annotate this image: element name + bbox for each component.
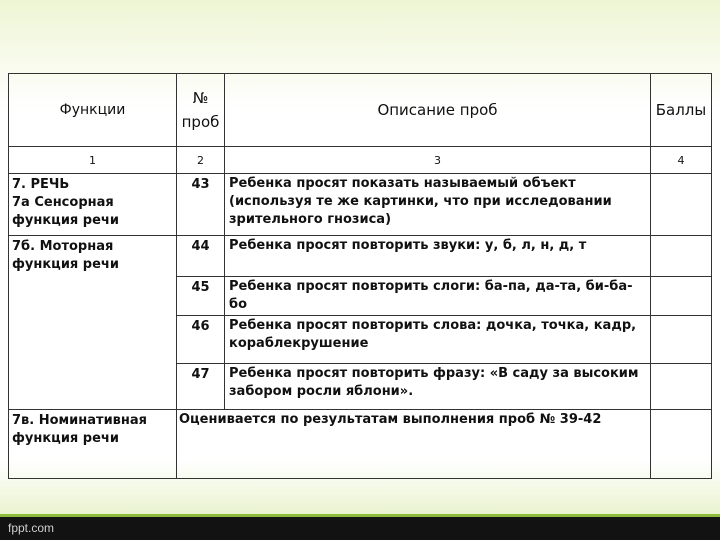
test-number-cell: 43 xyxy=(191,177,210,192)
header-functions: Функции xyxy=(9,74,177,147)
score-cell[interactable] xyxy=(651,315,712,363)
score-cell[interactable] xyxy=(651,409,712,478)
table-row xyxy=(9,276,712,315)
column-number-2: 2 xyxy=(177,147,225,174)
summary-cell: Оценивается по результатам выполнения проб № 39-42 xyxy=(179,411,602,427)
column-number-4: 4 xyxy=(651,147,712,174)
description-cell: Ребенка просят повторить слова: дочка, точка, кадр, кораблекрушение xyxy=(229,317,637,351)
score-cell[interactable] xyxy=(651,174,712,236)
table-row xyxy=(9,363,712,409)
function-cell: 7в. Номинативная функция речи xyxy=(12,412,148,446)
header-test-number: № проб xyxy=(177,74,225,147)
footer-band xyxy=(0,517,720,540)
test-number-cell: 44 xyxy=(191,239,210,254)
column-number-1: 1 xyxy=(9,147,177,174)
header-description: Описание проб xyxy=(225,74,651,147)
table-row xyxy=(9,174,712,236)
test-number-cell: 45 xyxy=(191,279,210,295)
description-cell: Ребенка просят повторить фразу: «В саду за высоким забором росли яблони». xyxy=(229,365,639,399)
table-row xyxy=(9,409,712,478)
table-row xyxy=(9,236,712,277)
score-cell[interactable] xyxy=(651,276,712,315)
description-cell: Ребенка просят повторить слоги: ба-па, да-та, би-ба-бо xyxy=(229,278,633,312)
header-score: Баллы xyxy=(651,74,712,147)
function-cell xyxy=(9,276,176,280)
column-number-3: 3 xyxy=(225,147,651,174)
description-cell: Ребенка просят показать называемый объект (используя те же картинки, что при исследовании зрительного гнозиса) xyxy=(229,176,612,227)
function-cell: 7. РЕЧЬ 7а Сенсорная функция речи xyxy=(12,177,119,228)
score-cell[interactable] xyxy=(651,363,712,409)
footer-brand: fppt.com xyxy=(8,521,55,535)
test-number-cell: 46 xyxy=(191,318,210,334)
function-cell xyxy=(9,363,176,367)
test-number-cell: 47 xyxy=(191,366,210,382)
table-row xyxy=(9,315,712,363)
assessment-table xyxy=(8,73,711,473)
score-cell[interactable] xyxy=(651,236,712,277)
header-row xyxy=(9,74,712,147)
description-cell: Ребенка просят повторить звуки: у, б, л, н, д, т xyxy=(229,238,587,253)
function-cell xyxy=(9,315,176,319)
function-cell: 7б. Моторная функция речи xyxy=(12,239,119,272)
column-number-row xyxy=(9,147,712,174)
